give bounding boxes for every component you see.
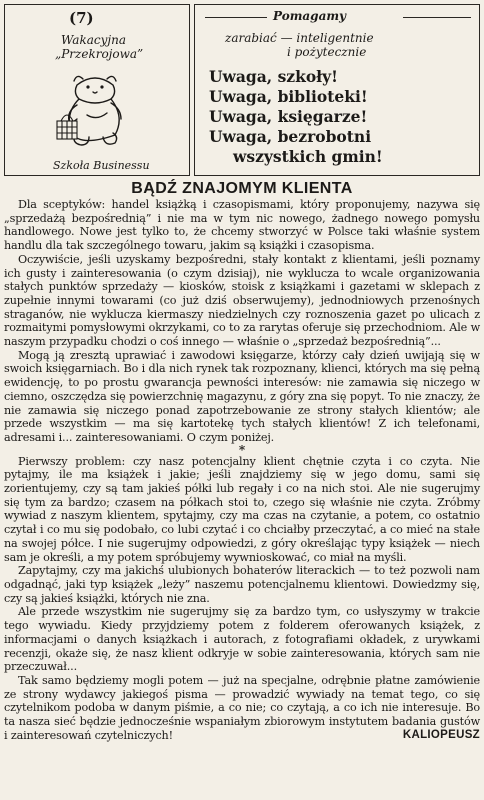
promo-box <box>194 4 480 176</box>
section-separator: * <box>238 442 246 457</box>
promo-tagline: Pomagamy <box>273 9 347 23</box>
article-paragraph: Oczywiście, jeśli uzyskamy bezpośredni, stały kontakt z klientami, jeśli poznamy ich gusty i zainteresowania (o czym dzisiaj), nie wyklucza to wcale organizowania stałych punktów sprzedaży — kiosków, stoisk z książkami i gazetami w sklepach z zupełnie innymi towarami (co już dziś obserwujemy), jednodniowych przenośnych straganów, nie wyklucza kiermaszy niedzielnych czy roznoszenia gazet po ulicach z rozmaitymi pomysłowymi okrzykami, co to za rarytas oferuje się przechodniom. Ale w naszym przypadku chodzi o coś innego — właśnie o „sprzedaż bezpośrednią”... <box>4 252 480 349</box>
promo-call: Uwaga, bezrobotni <box>209 127 372 146</box>
column-title-line1: Wakacyjna <box>61 33 126 47</box>
promo-call: Uwaga, biblioteki! <box>209 87 368 106</box>
article-paragraph: Zapytajmy, czy ma jakichś ulubionych bohaterów literackich — to też pozwoli nam odgadnąć, jaki typ książek „leży” naszemu potencjalnemu klientowi. Dowiedzmy się, czy są jakieś książki, których nie zna. <box>4 564 480 605</box>
promo-subtitle-line1: zarabiać — inteligentnie <box>225 31 374 45</box>
promo-call: Uwaga, szkoły! <box>209 67 338 86</box>
article-paragraph: Pierwszy problem: czy nasz potencjalny klient chętnie czyta i co czyta. Nie pytajmy, ile ma książek i jakie; jeśli znajdziemy się w jego domu, sami się zorientujemy, czy są tam jakieś półki lub regały i co na nich stoi. Ale nie sugerujmy się tym za bardzo; czasem na półkach stoi to, czego się właśnie nie czyta. Zróbmy wywiad z naszym klientem, spytajmy, czy ma czas na czytanie, a potem, co ostatnio czytał i co mu się podobało, co lubi czytać i co chciałby przeczytać, a co mieć na stałe na swojej półce. I nie sugerujmy odpowiedzi, z góry określając typy książek — niech sam je określi, a my potem spróbujemy wywnioskować, co miał na myśli. <box>4 454 480 564</box>
article-paragraph: Ale przede wszystkim nie sugerujmy się za bardzo tym, co usłyszymy w trakcie tego wywiadu. Kiedy przyjdziemy potem z folderem oferowanych książek, z informacjami o danych książkach i autorach, z fotografiami okładek, z urywkami recenzji, okaże się, że nasz klient odkryje w sobie zainteresowania, których sam nie przeczuwał... <box>4 605 480 674</box>
promo-subtitle-line2: i pożytecznie <box>287 45 367 59</box>
author-signature: KALIOPEUSZ <box>402 728 480 741</box>
column-footer: Szkoła Businessu <box>53 159 150 172</box>
article-paragraph-text: Tak samo będziemy mogli potem — już na specjalne, odrębnie płatne zamówienie ze strony wydawcy jakiegoś pisma — prowadzić wywiady na temat tego, co się czytelnikom podoba w danym piśmie, a co nie; co czytają, a co ich nie interesuje. Bo ta nasza sieć będzie jednocześnie wspaniałym zbiorowym instytutem badania gustów i zainteresowań czytelniczych! <box>4 673 480 742</box>
promo-call: wszystkich gmin! <box>233 147 383 166</box>
bear-with-basket-icon <box>47 71 143 155</box>
article-headline: BĄDŹ ZNAJOMYM KLIENTA <box>131 180 353 197</box>
divider <box>205 17 267 18</box>
column-number: (7) <box>69 9 94 27</box>
article-paragraph-last <box>4 674 480 743</box>
article-paragraph: Dla sceptyków: handel książką i czasopismami, który proponujemy, nazywa się „sprzedażą bezpośrednią” i nie ma w tym nic nowego, żadnego nowego pomysłu handlowego. Nowe jest tylko to, że chcemy stworzyć w Polsce taki właśnie system handlu dla tak szczególnego towaru, jakim są książki i czasopisma. <box>4 198 480 253</box>
article-paragraph: Mogą ją zresztą uprawiać i zawodowi księgarze, którzy cały dzień uwijają się w swoich księgarniach. Bo i dla nich rynek tak rozpoznany, klienci, których ma się pełną ewidencję, to po prostu gwarancja pewności interesów: nie zamawia się niczego w ciemno, oszczędza się powierzchnię magazynu, z góry zna się popyt. To nie znaczy, że nie zamawia się niczego ponad zapotrzebowanie ze strony stałych klientów; ale przede wszystkim — ma się kartotekę tych stałych klientów! Z ich telefonami, adresami i... zainteresowaniami. O czym poniżej. <box>4 348 480 444</box>
column-header-box <box>4 4 190 176</box>
divider <box>403 17 471 18</box>
article-body <box>4 198 480 742</box>
promo-call: Uwaga, księgarze! <box>209 107 368 126</box>
promo-calls <box>209 67 473 167</box>
column-title-line2: „Przekrojowa” <box>55 47 144 61</box>
